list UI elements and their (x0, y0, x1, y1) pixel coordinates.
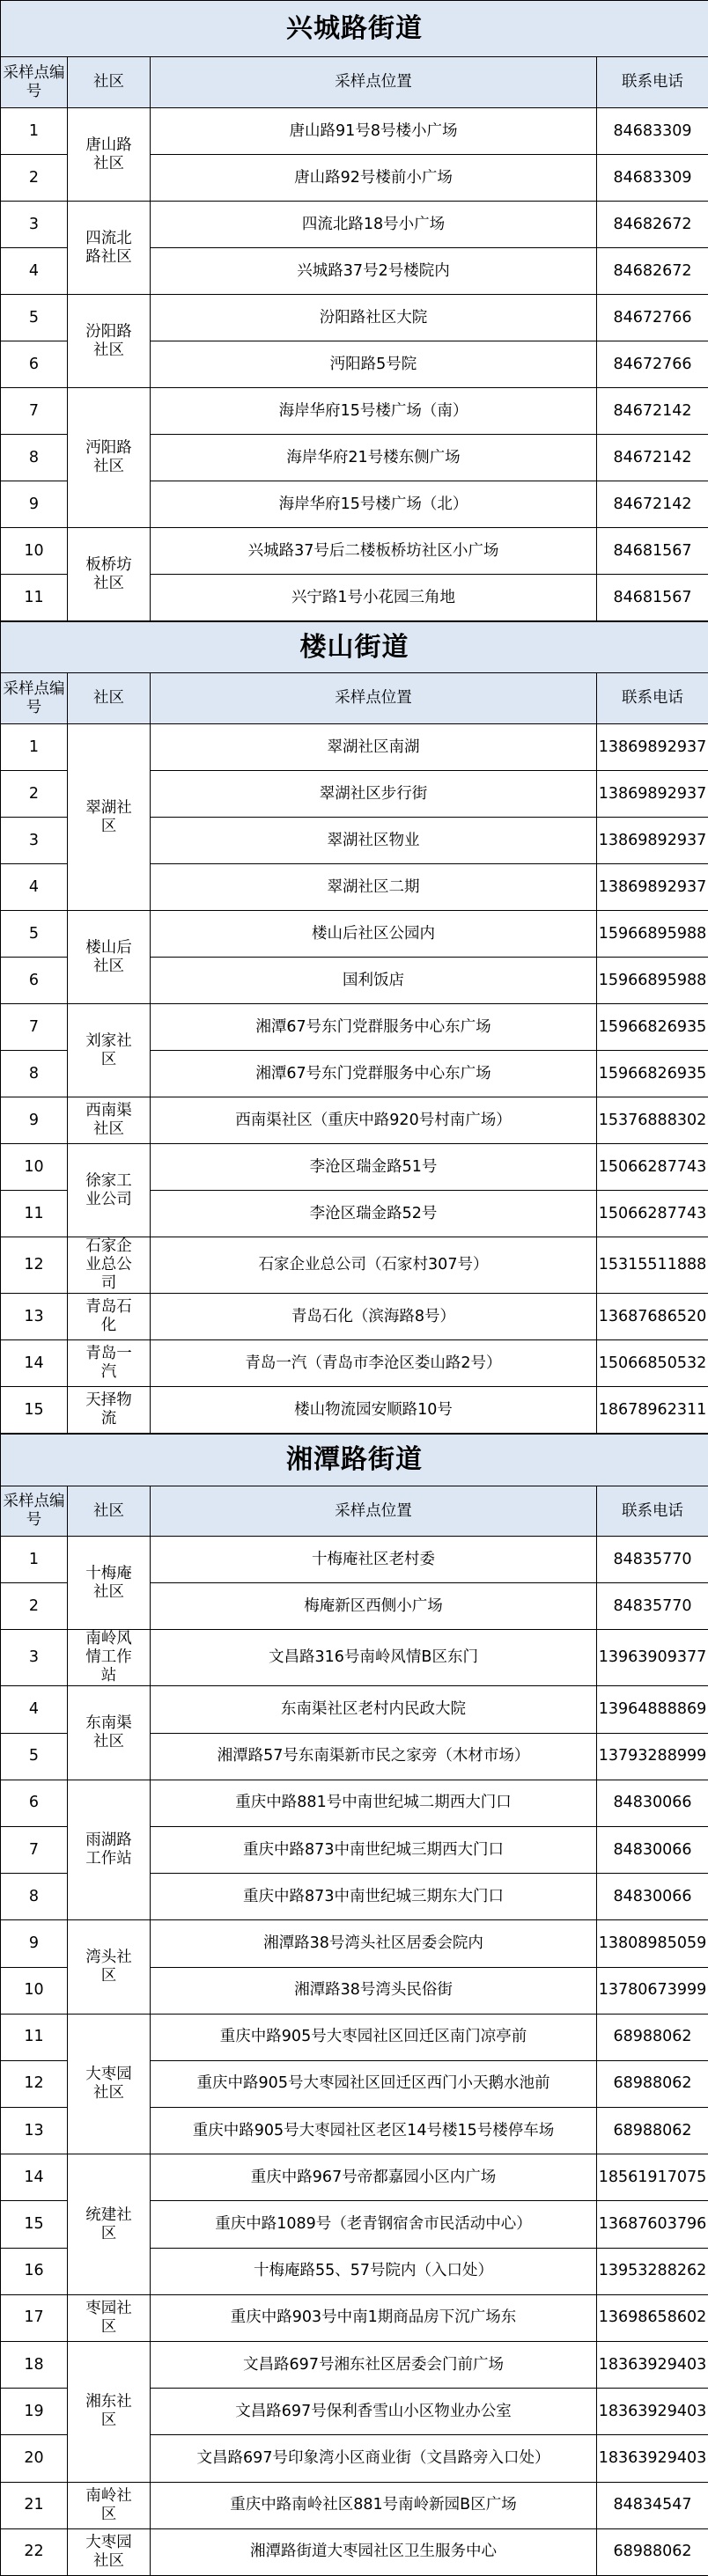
sample-number: 5 (1, 1733, 68, 1780)
sample-location: 青岛一汽（青岛市李沧区娄山路2号） (151, 1340, 597, 1387)
header-location: 采样点位置 (151, 1486, 597, 1537)
table-row (1, 2528, 708, 2575)
sample-location: 湘潭路38号湾头社区居委会院内 (151, 1920, 597, 1967)
sample-location: 翠湖社区二期 (151, 864, 597, 911)
contact-phone: 13808985059 (597, 1920, 708, 1967)
sample-number: 19 (1, 2389, 68, 2435)
sample-number: 7 (1, 388, 68, 435)
table-row (1, 1340, 708, 1387)
community-name: 枣园社区 (68, 2294, 151, 2341)
header-row (1, 1486, 708, 1537)
sample-location: 重庆中路873中南世纪城三期东大门口 (151, 1874, 597, 1920)
contact-phone: 13963909377 (597, 1630, 708, 1686)
sample-location: 梅庵新区西侧小广场 (151, 1583, 597, 1630)
sample-location: 重庆中路967号帝都嘉园小区内广场 (151, 2154, 597, 2201)
contact-phone: 68988062 (597, 2528, 708, 2575)
sample-number: 4 (1, 864, 68, 911)
sample-number: 8 (1, 1051, 68, 1097)
sample-number: 15 (1, 1387, 68, 1434)
sample-number: 8 (1, 435, 68, 481)
sample-number: 11 (1, 575, 68, 621)
header-phone: 联系电话 (597, 1486, 708, 1537)
sample-number: 22 (1, 2528, 68, 2575)
sample-location: 兴宁路1号小花园三角地 (151, 575, 597, 621)
community-name: 东南渠社区 (68, 1686, 151, 1780)
sample-location: 青岛石化（滨海路8号） (151, 1294, 597, 1340)
header-location: 采样点位置 (151, 57, 597, 108)
contact-phone: 18363929403 (597, 2342, 708, 2389)
community-name: 湘东社区 (68, 2342, 151, 2483)
community-name: 统建社区 (68, 2154, 151, 2295)
sample-number: 21 (1, 2482, 68, 2528)
table-row (1, 1294, 708, 1340)
contact-phone: 13869892937 (597, 771, 708, 818)
sample-number: 15 (1, 2201, 68, 2248)
contact-phone: 84672766 (597, 341, 708, 388)
sample-number: 7 (1, 1004, 68, 1051)
contact-phone: 15966895988 (597, 958, 708, 1004)
contact-phone: 13780673999 (597, 1967, 708, 2014)
sample-location: 翠湖社区南湖 (151, 724, 597, 771)
contact-phone: 68988062 (597, 2014, 708, 2060)
contact-phone: 84830066 (597, 1826, 708, 1873)
sample-number: 12 (1, 2060, 68, 2107)
contact-phone: 15376888302 (597, 1097, 708, 1144)
table-row (1, 1237, 708, 1294)
table-row (1, 528, 708, 575)
community-name: 雨湖路工作站 (68, 1780, 151, 1920)
sample-number: 10 (1, 528, 68, 575)
table-row (1, 388, 708, 435)
header-number: 采样点编号 (1, 673, 68, 724)
sample-number: 3 (1, 1630, 68, 1686)
sample-location: 翠湖社区物业 (151, 818, 597, 864)
contact-phone: 13953288262 (597, 2248, 708, 2294)
contact-phone: 84681567 (597, 575, 708, 621)
sample-number: 8 (1, 1874, 68, 1920)
header-phone: 联系电话 (597, 673, 708, 724)
sample-location: 湘潭路57号东南渠新市民之家旁（木材市场） (151, 1733, 597, 1780)
section-title: 楼山街道 (1, 622, 708, 673)
contact-phone: 15066287743 (597, 1191, 708, 1237)
sample-number: 12 (1, 1237, 68, 1294)
sample-number: 2 (1, 771, 68, 818)
sample-location: 重庆中路905号大枣园社区回迁区西门小天鹅水池前 (151, 2060, 597, 2107)
sample-number: 14 (1, 2154, 68, 2201)
community-name: 十梅庵社区 (68, 1537, 151, 1630)
sample-location: 十梅庵社区老村委 (151, 1537, 597, 1583)
sample-location: 海岸华府15号楼广场（南） (151, 388, 597, 435)
sample-location: 重庆中路873中南世纪城三期西大门口 (151, 1826, 597, 1873)
table-row (1, 1780, 708, 1826)
contact-phone: 84672142 (597, 481, 708, 528)
sample-location: 湘潭67号东门党群服务中心东广场 (151, 1004, 597, 1051)
sample-location: 兴城路37号后二楼板桥坊社区小广场 (151, 528, 597, 575)
sample-location: 十梅庵路55、57号院内（入口处） (151, 2248, 597, 2294)
table-row (1, 2294, 708, 2341)
table-row (1, 2154, 708, 2201)
sample-number: 10 (1, 1967, 68, 2014)
contact-phone: 15966826935 (597, 1004, 708, 1051)
community-name: 石家企业总公司 (68, 1237, 151, 1294)
contact-phone: 13964888869 (597, 1686, 708, 1733)
community-name: 翠湖社区 (68, 724, 151, 911)
table-row (1, 911, 708, 958)
sample-location: 唐山路92号楼前小广场 (151, 155, 597, 202)
header-community: 社区 (68, 1486, 151, 1537)
sample-number: 1 (1, 724, 68, 771)
table-row (1, 1097, 708, 1144)
sample-location: 文昌路697号湘东社区居委会门前广场 (151, 2342, 597, 2389)
table-row (1, 1630, 708, 1686)
header-number: 采样点编号 (1, 57, 68, 108)
sample-number: 13 (1, 2108, 68, 2154)
section-title: 兴城路街道 (1, 1, 708, 57)
sample-location: 文昌路697号保利香雪山小区物业办公室 (151, 2389, 597, 2435)
sample-number: 9 (1, 1097, 68, 1144)
sample-number: 3 (1, 818, 68, 864)
sample-number: 1 (1, 1537, 68, 1583)
sample-location: 汾阳路社区大院 (151, 295, 597, 341)
sample-location: 唐山路91号8号楼小广场 (151, 108, 597, 155)
contact-phone: 84830066 (597, 1780, 708, 1826)
community-name: 刘家社区 (68, 1004, 151, 1097)
table-row (1, 2342, 708, 2389)
contact-phone: 15315511888 (597, 1237, 708, 1294)
contact-phone: 84682672 (597, 202, 708, 248)
community-name: 唐山路社区 (68, 108, 151, 202)
table-row (1, 1920, 708, 1967)
table-row (1, 1387, 708, 1434)
contact-phone: 84835770 (597, 1583, 708, 1630)
contact-phone: 84683309 (597, 155, 708, 202)
contact-phone: 13869892937 (597, 864, 708, 911)
contact-phone: 84682672 (597, 248, 708, 295)
sample-location: 湘潭路街道大枣园社区卫生服务中心 (151, 2528, 597, 2575)
section-title-row (1, 1, 708, 57)
contact-phone: 84672142 (597, 435, 708, 481)
header-community: 社区 (68, 57, 151, 108)
sample-location: 湘潭路38号湾头民俗街 (151, 1967, 597, 2014)
contact-phone: 84830066 (597, 1874, 708, 1920)
sample-location: 李沧区瑞金路52号 (151, 1191, 597, 1237)
contact-phone: 84672142 (597, 388, 708, 435)
sample-location: 翠湖社区步行街 (151, 771, 597, 818)
sample-number: 6 (1, 1780, 68, 1826)
sample-number: 13 (1, 1294, 68, 1340)
community-name: 天择物流 (68, 1387, 151, 1434)
sample-location: 重庆中路903号中南1期商品房下沉广场东 (151, 2294, 597, 2341)
sample-location: 楼山后社区公园内 (151, 911, 597, 958)
sample-location: 四流北路18号小广场 (151, 202, 597, 248)
sample-number: 5 (1, 295, 68, 341)
sample-location: 文昌路316号南岭风情B区东门 (151, 1630, 597, 1686)
contact-phone: 84683309 (597, 108, 708, 155)
table-row (1, 108, 708, 155)
sample-number: 16 (1, 2248, 68, 2294)
sample-location: 重庆中路905号大枣园社区回迁区南门凉亭前 (151, 2014, 597, 2060)
contact-phone: 18561917075 (597, 2154, 708, 2201)
contact-phone: 13698658602 (597, 2294, 708, 2341)
sample-number: 18 (1, 2342, 68, 2389)
table-row (1, 1537, 708, 1583)
sample-number: 10 (1, 1144, 68, 1191)
contact-phone: 84681567 (597, 528, 708, 575)
sample-number: 6 (1, 958, 68, 1004)
section-table (0, 1434, 708, 2576)
sample-number: 4 (1, 1686, 68, 1733)
sample-number: 17 (1, 2294, 68, 2341)
sample-location: 湘潭67号东门党群服务中心东广场 (151, 1051, 597, 1097)
section-table (0, 621, 708, 1434)
table-row (1, 202, 708, 248)
table-row (1, 1144, 708, 1191)
contact-phone: 13687686520 (597, 1294, 708, 1340)
header-number: 采样点编号 (1, 1486, 68, 1537)
community-name: 南岭社区 (68, 2482, 151, 2528)
sample-number: 11 (1, 1191, 68, 1237)
header-phone: 联系电话 (597, 57, 708, 108)
community-name: 徐家工业公司 (68, 1144, 151, 1237)
sample-location: 西南渠社区（重庆中路920号村南广场） (151, 1097, 597, 1144)
section-title-row (1, 622, 708, 673)
sample-location: 沔阳路5号院 (151, 341, 597, 388)
community-name: 四流北路社区 (68, 202, 151, 295)
sample-location: 兴城路37号2号楼院内 (151, 248, 597, 295)
contact-phone: 13793288999 (597, 1733, 708, 1780)
header-row (1, 673, 708, 724)
sample-number: 1 (1, 108, 68, 155)
header-community: 社区 (68, 673, 151, 724)
sample-location: 文昌路697号印象湾小区商业街（文昌路旁入口处） (151, 2435, 597, 2482)
sample-location: 重庆中路南岭社区881号南岭新园B区广场 (151, 2482, 597, 2528)
sample-location: 东南渠社区老村内民政大院 (151, 1686, 597, 1733)
community-name: 南岭风情工作站 (68, 1630, 151, 1686)
community-name: 板桥坊社区 (68, 528, 151, 621)
sample-number: 6 (1, 341, 68, 388)
community-name: 青岛石化 (68, 1294, 151, 1340)
contact-phone: 18363929403 (597, 2389, 708, 2435)
community-name: 湾头社区 (68, 1920, 151, 2014)
community-name: 西南渠社区 (68, 1097, 151, 1144)
contact-phone: 15966895988 (597, 911, 708, 958)
table-row (1, 2482, 708, 2528)
community-name: 大枣园社区 (68, 2528, 151, 2575)
contact-phone: 18678962311 (597, 1387, 708, 1434)
contact-phone: 15966826935 (597, 1051, 708, 1097)
community-name: 青岛一汽 (68, 1340, 151, 1387)
contact-phone: 68988062 (597, 2060, 708, 2107)
sample-number: 4 (1, 248, 68, 295)
sample-number: 2 (1, 1583, 68, 1630)
sample-location: 重庆中路1089号（老青钢宿舍市民活动中心） (151, 2201, 597, 2248)
sample-location: 海岸华府15号楼广场（北） (151, 481, 597, 528)
sample-number: 9 (1, 481, 68, 528)
table-row (1, 295, 708, 341)
sample-location: 国利饭店 (151, 958, 597, 1004)
sample-location: 石家企业总公司（石家村307号） (151, 1237, 597, 1294)
sample-location: 重庆中路881号中南世纪城二期西大门口 (151, 1780, 597, 1826)
table-row (1, 724, 708, 771)
section-title-row (1, 1435, 708, 1486)
contact-phone: 84672766 (597, 295, 708, 341)
contact-phone: 13869892937 (597, 818, 708, 864)
contact-phone: 15066850532 (597, 1340, 708, 1387)
contact-phone: 13687603796 (597, 2201, 708, 2248)
sample-number: 7 (1, 1826, 68, 1873)
community-name: 楼山后社区 (68, 911, 151, 1004)
table-row (1, 1686, 708, 1733)
header-location: 采样点位置 (151, 673, 597, 724)
contact-phone: 84835770 (597, 1537, 708, 1583)
community-name: 大枣园社区 (68, 2014, 151, 2154)
table-row (1, 2014, 708, 2060)
sample-number: 14 (1, 1340, 68, 1387)
sample-number: 2 (1, 155, 68, 202)
contact-phone: 68988062 (597, 2108, 708, 2154)
contact-phone: 18363929403 (597, 2435, 708, 2482)
sample-number: 3 (1, 202, 68, 248)
sample-number: 9 (1, 1920, 68, 1967)
header-row (1, 57, 708, 108)
sample-location: 海岸华府21号楼东侧广场 (151, 435, 597, 481)
sample-location: 重庆中路905号大枣园社区老区14号楼15号楼停车场 (151, 2108, 597, 2154)
community-name: 汾阳路社区 (68, 295, 151, 388)
section-title: 湘潭路街道 (1, 1435, 708, 1486)
sample-location: 楼山物流园安顺路10号 (151, 1387, 597, 1434)
sample-number: 11 (1, 2014, 68, 2060)
table-row (1, 1004, 708, 1051)
community-name: 沔阳路社区 (68, 388, 151, 528)
sample-number: 5 (1, 911, 68, 958)
sample-location: 李沧区瑞金路51号 (151, 1144, 597, 1191)
sample-number: 20 (1, 2435, 68, 2482)
contact-phone: 84834547 (597, 2482, 708, 2528)
contact-phone: 15066287743 (597, 1144, 708, 1191)
contact-phone: 13869892937 (597, 724, 708, 771)
section-table (0, 0, 708, 621)
